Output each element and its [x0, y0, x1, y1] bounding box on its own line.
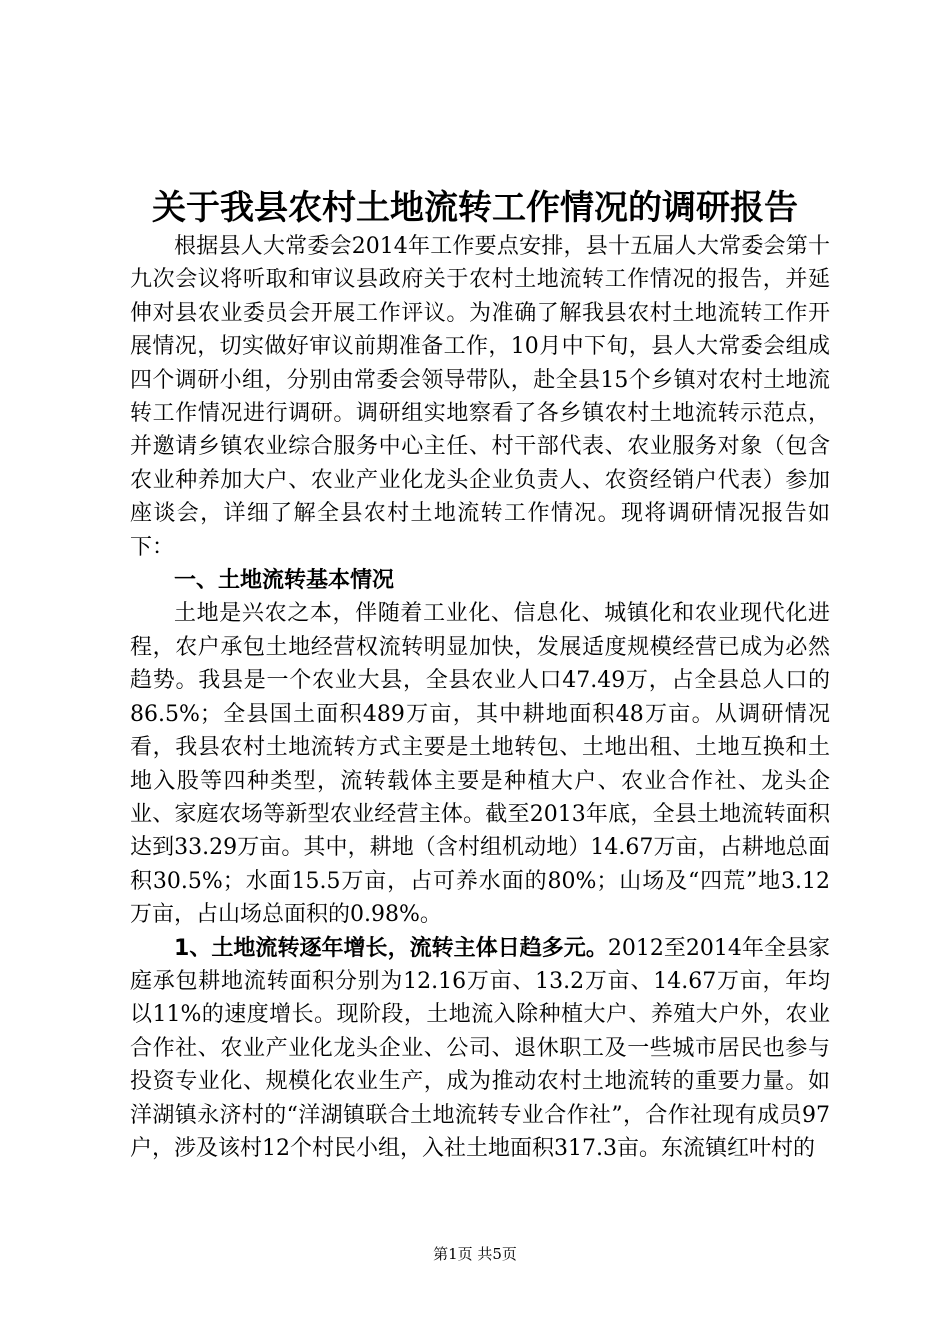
point-paragraph — [130, 932, 830, 1166]
section-paragraph: 土地是兴农之本，伴随着工业化、信息化、城镇化和农业现代化进程，农户承包土地经营权流转明显加快，发展适度规模经营已成为必然趋势。我县是一个农业大县，全县农业人口47.49万，占全县总人口的86.5%；全县国土面积489万亩，其中耕地面积48万亩。从调研情况看，我县农村土地流转方式主要是土地转包、土地出租、土地互换和土地入股等四种类型，流转载体主要是种植大户、农业合作社、龙头企业、家庭农场等新型农业经营主体。截至2013年底，全县土地流转面积达到33.29万亩。其中，耕地（含村组机动地）14.67万亩，占耕地总面积30.5%；水面15.5万亩，占可养水面的80%；山场及“四荒”地3.12万亩，占山场总面积的0.98%。 — [130, 601, 830, 928]
page-footer: 第1页 共5页 — [433, 1245, 517, 1263]
document-title: 关于我县农村土地流转工作情况的调研报告 — [152, 188, 798, 228]
point-body: 2012至2014年全县家庭承包耕地流转面积分别为12.16万亩、13.2万亩、14.67万亩，年均以11%的速度增长。现阶段，土地流入除种植大户、养殖大户外，农业合作社、农业产业化龙头企业、公司、退休职工及一些城市居民也参与投资专业化、规模化农业生产，成为推动农村土地流转的重要力量。如洋湖镇永济村的“洋湖镇联合土地流转专业合作社”，合作社现有成员97户，涉及该村12个村民小组，入社土地面积317.3亩。东流镇红叶村的 — [130, 935, 830, 1161]
point-lead: 1、土地流转逐年增长，流转主体日趋多元。 — [174, 935, 608, 961]
document-body — [130, 230, 830, 1165]
section-heading: 一、土地流转基本情况 — [174, 568, 395, 594]
intro-paragraph: 根据县人大常委会2014年工作要点安排，县十五届人大常委会第十九次会议将听取和审议县政府关于农村土地流转工作情况的报告，并延伸对县农业委员会开展工作评议。为准确了解我县农村土地流转工作开展情况，切实做好审议前期准备工作，10月中下旬，县人大常委会组成四个调研小组，分别由常委会领导带队，赴全县15个乡镇对农村土地流转工作情况进行调研。调研组实地察看了各乡镇农村土地流转示范点，并邀请乡镇农业综合服务中心主任、村干部代表、农业服务对象（包含农业种养加大户、农业产业化龙头企业负责人、农资经销户代表）参加座谈会，详细了解全县农村土地流转工作情况。现将调研情况报告如下： — [130, 234, 830, 560]
